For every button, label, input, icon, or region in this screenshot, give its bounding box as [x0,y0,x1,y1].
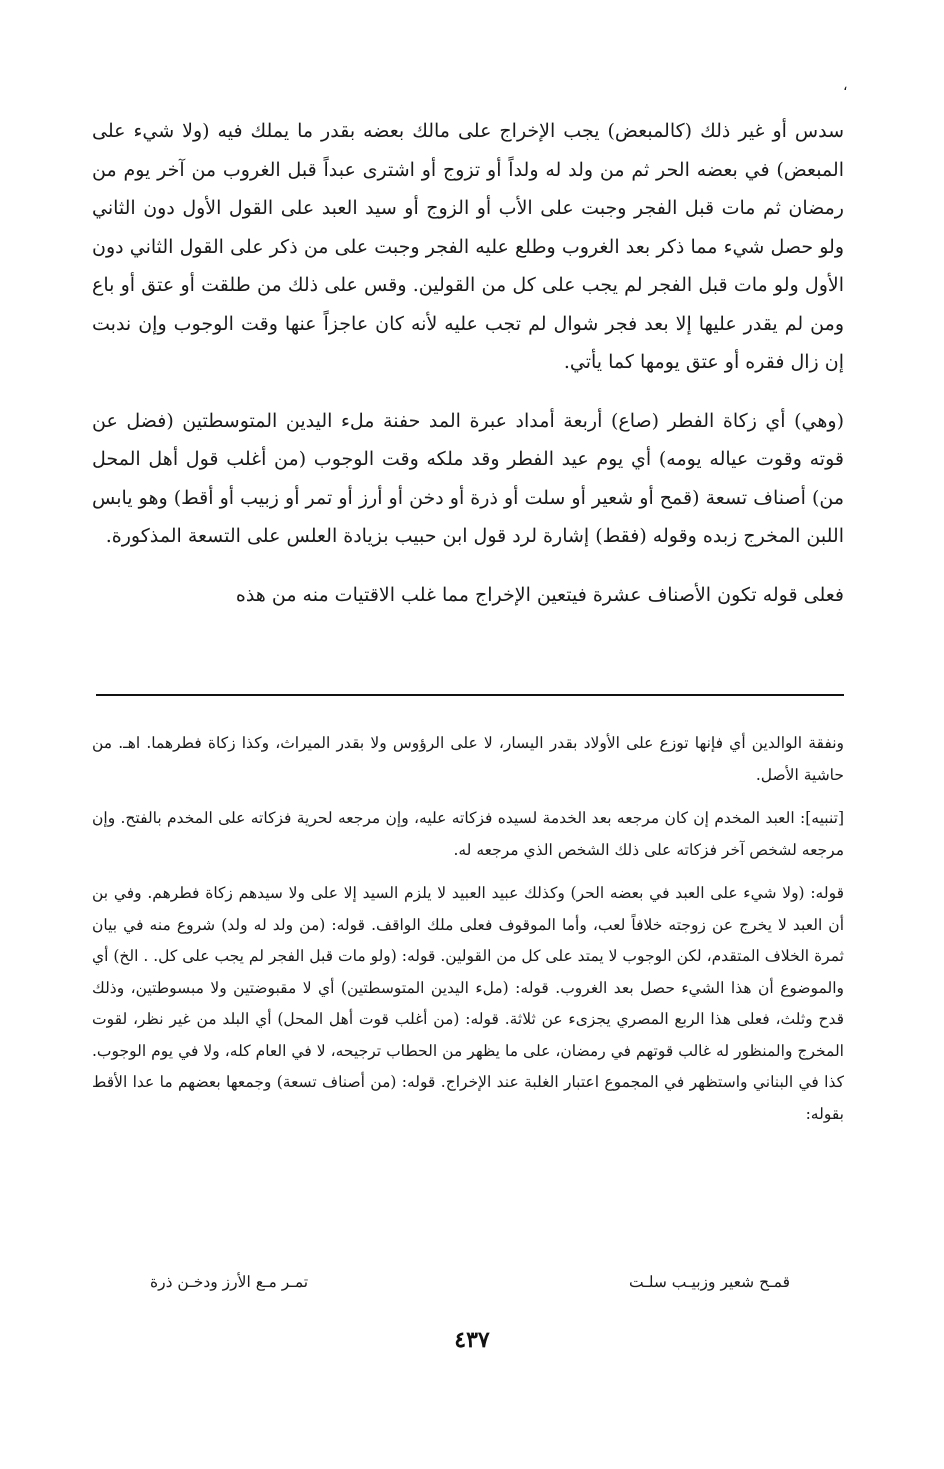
main-paragraph-2: (وهي) أي زكاة الفطر (صاع) أربعة أمداد عبرة المد حفنة ملء اليدين المتوسطتين (فضل عن قوته وقوت عياله يومه) أي يوم عيد الفطر وقد ملكه وقت الوجوب (من أغلب قول أهل المحل من) أصناف تسعة (قمح أو شعير أو سلت أو ذرة أو دخن أو أرز أو تمر أو زبيب أو أقط) وهو يابس اللبن المخرج زبده وقوله (فقط) إشارة لرد قول ابن حبيب بزيادة العلس على التسعة المذكورة. [92,409,844,547]
main-paragraph-1: سدس أو غير ذلك (كالمبعض) يجب الإخراج على مالك بعضه بقدر ما يملك فيه (ولا شيء على المبعض) في بعضه الحر ثم من ولد له ولداً أو تزوج أو اشترى عبداً قبل الغروب من آخر يوم من رمضان ثم مات قبل الفجر وجبت على الأب أو الزوج أو سيد العبد على القول الأول دون الثاني ولو حصل شيء مما ذكر بعد الغروب وطلع عليه الفجر وجبت على من ذكر على القول الثاني دون الأول ولو مات قبل الفجر لم يجب على كل من القولين. وقس على ذلك من طلقت أو عتق أو باع ومن لم يقدر عليها إلا بعد فجر شوال لم تجب عليه لأنه كان عاجزاً عنها وقت الوجوب وإن ندبت إن زال فقره أو عتق يومها كما يأتي. [92,120,844,373]
footnote-paragraph-2: [تنبيه]: العبد المخدم إن كان مرجعه بعد الخدمة لسيده فزكاته عليه، وإن مرجعه لحرية فزكاته على المخدم بالفتح. وإن مرجعه لشخص آخر فزكاته على ذلك الشخص الذي مرجعه له. [92,809,844,859]
page-number: ٤٣٧ [454,1327,490,1353]
footnote-paragraph-1: ونفقة الوالدين أي فإنها توزع على الأولاد بقدر اليسار، لا على الرؤوس ولا بقدر الميراث، وكذا زكاة فطرهما. اهـ. من حاشية الأصل. [92,734,844,784]
main-text [92,112,844,634]
verse-hemistich-1: قمـح شعير وزبيـب سلـت [629,1273,790,1291]
footnotes [92,728,844,1142]
footnote-divider [96,694,844,696]
verse-hemistich-2: تمـر مـع الأرز ودخـن ذرة [150,1273,309,1291]
main-paragraph-3: فعلى قوله تكون الأصناف عشرة فيتعين الإخراج مما غلب الاقتيات منه من هذه [235,583,844,606]
corner-mark: ، [843,78,848,94]
verse-line [150,1268,790,1296]
footnote-paragraph-3: قوله: (ولا شيء على العبد في بعضه الحر) وكذلك عبيد العبيد لا يلزم السيد إلا على ولا سيدهم زكاة فطرهم. وفي بن أن العبد لا يخرج عن زوجته خلافاً لعب، وأما الموقوف فعلى ملك الواقف. قوله: (من ولد له ولد) شروع منه في بيان ثمرة الخلاف المتقدم، لكن الوجوب لا يمتد على كل من القولين. قوله: (ولو مات قبل الفجر لم يجب على كل. . الخ) أي والموضوع أن هذا الشيء حصل بعد الغروب. قوله: (ملء اليدين المتوسطتين) أي لا مقبوضتين ولا مبسوطتين، وذلك قدح وثلث، فعلى هذا الربع المصري يجزىء عن ثلاثة. قوله: (من أغلب قوت أهل المحل) أي البلد من غير نظر، لقوت المخرج والمنظور له غالب قوتهم في رمضان، على ما يظهر من الحطاب ترجيحه، لا في العام كله، ولا في يوم الوجوب. كذا في البناني واستظهر في المجموع اعتبار الغلبة عند الإخراج. قوله: (من أصناف تسعة) وجمعها بعضهم ما عدا الأقط بقوله: [92,884,844,1123]
